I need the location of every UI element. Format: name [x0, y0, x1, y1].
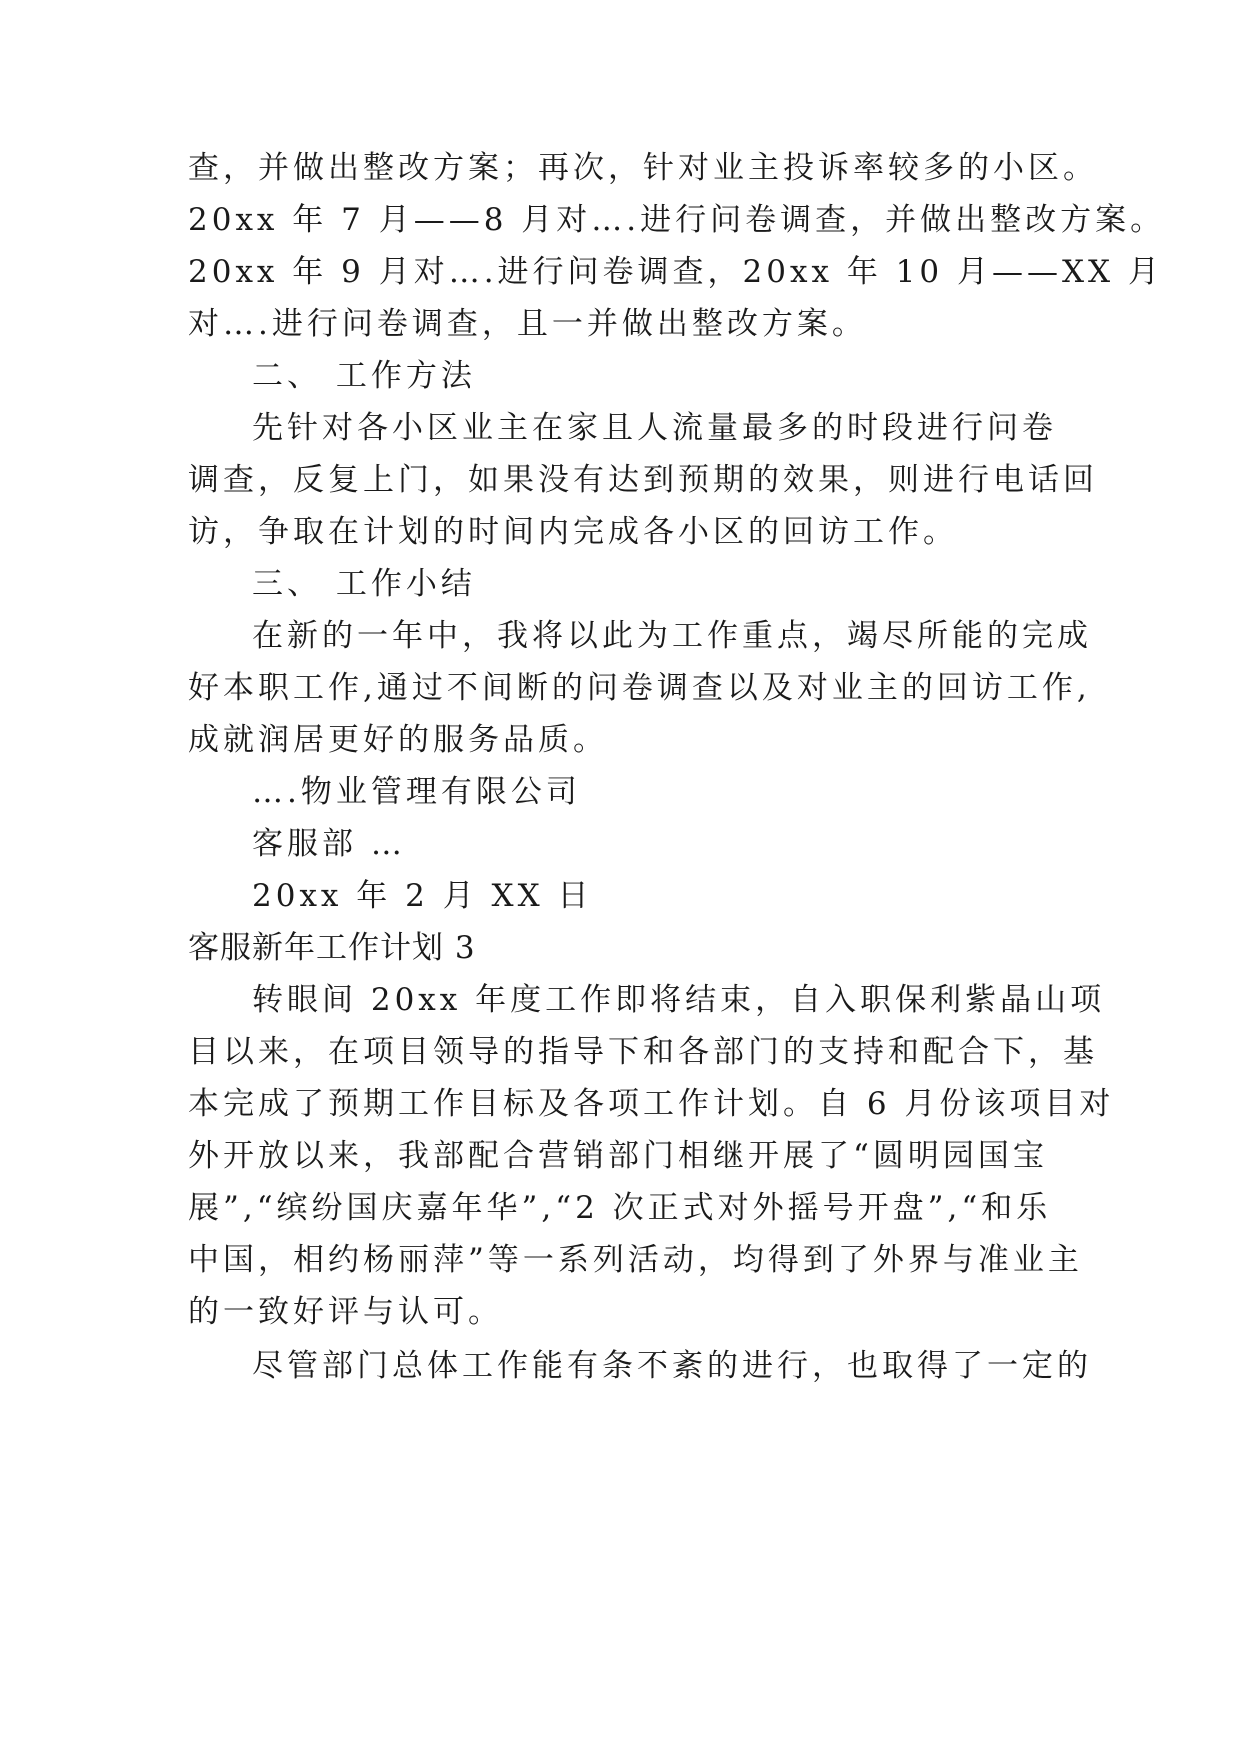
signature-department: 客服部 …: [252, 826, 406, 862]
body-text-line: 转眼间 20xx 年度工作即将结束，自入职保利紫晶山项: [252, 982, 1106, 1018]
section-heading: 三、 工作小结: [252, 566, 476, 602]
section-heading: 二、 工作方法: [252, 358, 476, 394]
body-text-line: 调查，反复上门，如果没有达到预期的效果，则进行电话回: [188, 462, 1098, 498]
signature-date: 20xx 年 2 月 XX 日: [252, 878, 593, 914]
signature-company: ….物业管理有限公司: [252, 774, 581, 810]
body-text-line: 查，并做出整改方案；再次，针对业主投诉率较多的小区。: [188, 150, 1098, 186]
document-title: 客服新年工作计划 3: [188, 930, 476, 966]
body-text-line: 20xx 年 7 月——8 月对….进行问卷调查，并做出整改方案。: [188, 202, 1166, 238]
body-text-line: 的一致好评与认可。: [188, 1294, 503, 1330]
body-text-line: 好本职工作,通过不间断的问卷调查以及对业主的回访工作,: [188, 670, 1091, 706]
body-text-line: 在新的一年中，我将以此为工作重点，竭尽所能的完成: [252, 618, 1092, 654]
body-text-line: 目以来，在项目领导的指导下和各部门的支持和配合下，基: [188, 1034, 1098, 1070]
body-text-line: 中国，相约杨丽萍”等一系列活动，均得到了外界与准业主: [188, 1242, 1083, 1278]
body-text-line: 对….进行问卷调查，且一并做出整改方案。: [188, 306, 867, 342]
body-text-line: 本完成了预期工作目标及各项工作计划。自 6 月份该项目对: [188, 1086, 1115, 1122]
body-text-line: 尽管部门总体工作能有条不紊的进行，也取得了一定的: [252, 1348, 1092, 1384]
body-text-line: 外开放以来，我部配合营销部门相继开展了“圆明园国宝: [188, 1138, 1048, 1174]
body-text-line: 访，争取在计划的时间内完成各小区的回访工作。: [188, 514, 958, 550]
body-text-line: 展”,“缤纷国庆嘉年华”,“2 次正式对外摇号开盘”,“和乐: [188, 1190, 1052, 1226]
body-text-line: 先针对各小区业主在家且人流量最多的时段进行问卷: [252, 410, 1057, 446]
body-text-line: 成就润居更好的服务品质。: [188, 722, 608, 758]
body-text-line: 20xx 年 9 月对….进行问卷调查，20xx 年 10 月——XX 月: [188, 254, 1163, 290]
